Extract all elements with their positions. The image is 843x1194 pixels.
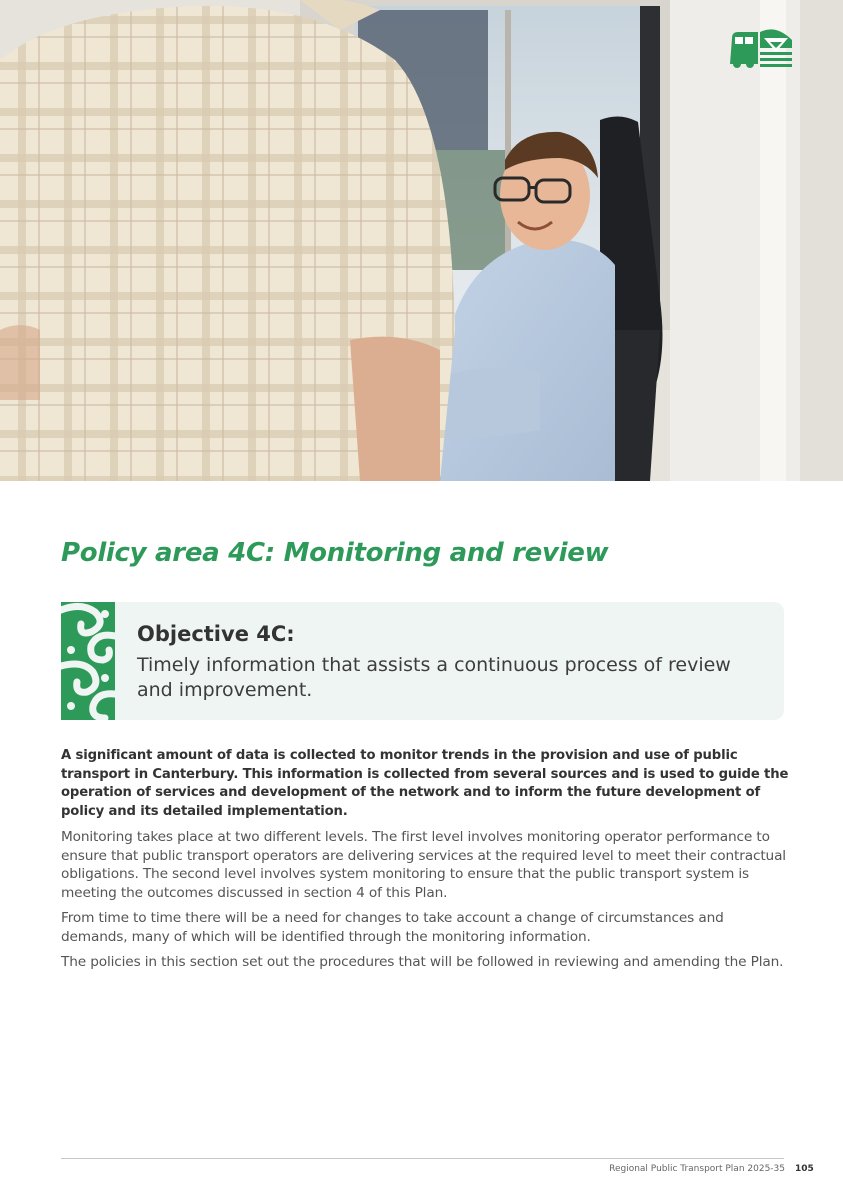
body-paragraph-monitoring-levels: Monitoring takes place at two different levels. The first level involves monitoring operator performance to ensure that public transport operators are delivering services at the required level to meet their contractual obligations. The second level involves system monitoring to ensure that the public transport system is meeting the outcomes discussed in section 4 of this Plan. xyxy=(61,829,786,901)
objective-callout xyxy=(61,602,784,720)
body-paragraph-policies: The policies in this section set out the procedures that will be followed in reviewing and amending the Plan. xyxy=(61,954,784,970)
footer-divider xyxy=(61,1158,784,1159)
intro-paragraph: A significant amount of data is collected to monitor trends in the provision and use of public transport in Canterbury. This information is collected from several sources and is used to guide the operation of services and development of the network and to inform the future development of policy and its detailed implementation. xyxy=(61,748,789,819)
bus-and-ferry-logo-icon xyxy=(726,26,794,70)
objective-text: Timely information that assists a continuous process of review and improvement. xyxy=(137,654,731,701)
objective-heading: Objective 4C: xyxy=(137,622,295,646)
footer-document-title: Regional Public Transport Plan 2025-35 xyxy=(609,1164,785,1174)
koru-pattern-icon xyxy=(61,602,115,720)
body-paragraph-changes: From time to time there will be a need for changes to take account a change of circumstances and demands, many of which will be identified through the monitoring information. xyxy=(61,910,724,945)
hero-photo xyxy=(0,0,843,481)
page-title: Policy area 4C: Monitoring and review xyxy=(61,538,609,568)
body-content xyxy=(61,747,791,979)
bus-driver-photo xyxy=(0,0,843,481)
page-number: 105 xyxy=(795,1164,814,1174)
